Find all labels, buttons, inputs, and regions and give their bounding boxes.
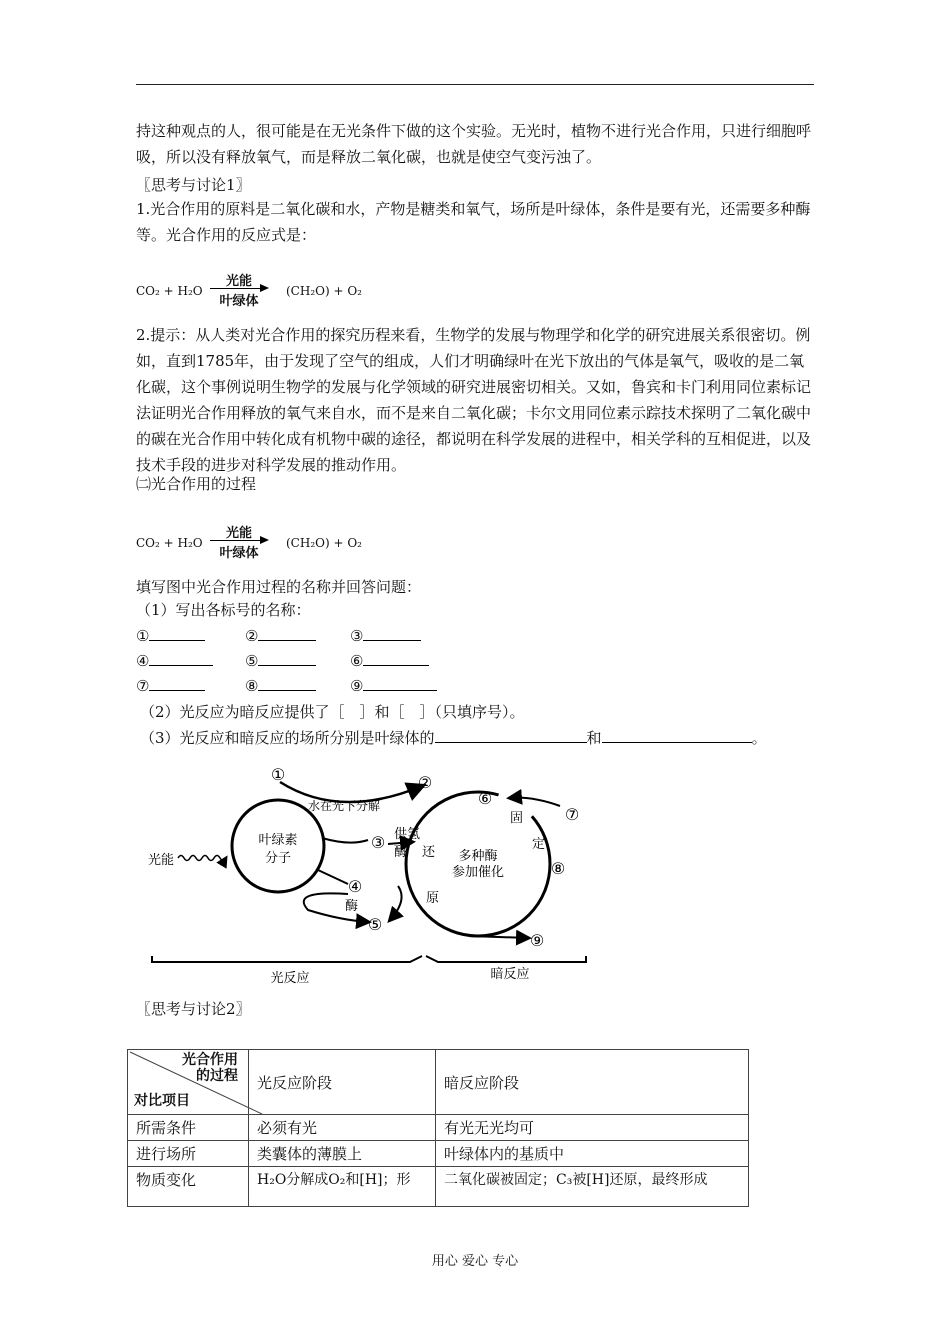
cell-light: 类囊体的薄膜上 bbox=[249, 1141, 436, 1167]
arrow-above-label: 光能 bbox=[225, 526, 252, 541]
equation-1 bbox=[136, 270, 536, 310]
equation-left: CO₂ + H₂O bbox=[136, 284, 203, 298]
equation-right: (CH₂O) + O₂ bbox=[286, 536, 362, 550]
calvin-cycle-circle bbox=[406, 792, 550, 936]
light-wave-arrow bbox=[178, 856, 226, 861]
water-split-label: 水在光下分解 bbox=[308, 799, 381, 813]
discuss-1-heading: 〖思考与讨论1〗 bbox=[136, 176, 251, 194]
cell-dark: 二氧化碳被固定；C₃被[H]还原，最终形成 bbox=[436, 1167, 749, 1207]
enzymes-label-2: 参加催化 bbox=[451, 865, 505, 880]
answer-blank-site-1[interactable] bbox=[435, 728, 587, 743]
supply-hydrogen-label: 供氢 bbox=[394, 827, 421, 842]
marker-3: ③ bbox=[370, 833, 386, 852]
reaction-arrow bbox=[208, 270, 270, 310]
answer-row-3: ⑦ ⑧ ⑨ bbox=[136, 675, 437, 697]
col-header-dark: 暗反应阶段 bbox=[436, 1050, 749, 1115]
table-row bbox=[128, 1167, 749, 1207]
answer-blank-8[interactable] bbox=[258, 676, 316, 691]
equation-2 bbox=[136, 522, 536, 562]
fix-label-2: 定 bbox=[532, 837, 546, 852]
adp-return-arrow bbox=[304, 893, 368, 922]
cell-item: 所需条件 bbox=[128, 1115, 249, 1141]
header-rule bbox=[136, 84, 814, 85]
cell-item: 进行场所 bbox=[128, 1141, 249, 1167]
equation-left: CO₂ + H₂O bbox=[136, 536, 203, 550]
enzyme-b-label: 酶 bbox=[345, 899, 359, 914]
section-2-heading: ㈡光合作用的过程 bbox=[136, 475, 257, 493]
question-intro: 填写图中光合作用过程的名称并回答问题： bbox=[136, 578, 422, 596]
marker-8: ⑧ bbox=[550, 859, 566, 878]
marker-1: ① bbox=[270, 765, 286, 784]
equation-right: (CH₂O) + O₂ bbox=[286, 284, 362, 298]
answer-blank-site-2[interactable] bbox=[602, 728, 752, 743]
cell-dark: 有光无光均可 bbox=[436, 1115, 749, 1141]
enzyme-a-label: 酶 bbox=[394, 845, 408, 860]
table-row bbox=[128, 1141, 749, 1167]
cell-light: 必须有光 bbox=[249, 1115, 436, 1141]
answer-blank-1[interactable] bbox=[149, 626, 205, 641]
page-footer: 用心 爱心 专心 bbox=[431, 1254, 519, 1269]
atp-arrow bbox=[318, 870, 348, 884]
answer-blank-4[interactable] bbox=[149, 651, 213, 666]
answer-blank-2[interactable] bbox=[258, 626, 316, 641]
marker-4: ④ bbox=[347, 877, 363, 896]
paragraph-2: 1.光合作用的原料是二氧化碳和水，产物是糖类和氧气，场所是叶绿体，条件是要有光，还需要多种酶等。光合作用的反应式是： bbox=[136, 200, 811, 244]
chlorophyll-label-2: 分子 bbox=[264, 851, 292, 866]
answer-blank-5[interactable] bbox=[258, 651, 316, 666]
cell-dark: 叶绿体内的基质中 bbox=[436, 1141, 749, 1167]
discuss-2-heading: 〖思考与讨论2〗 bbox=[136, 1000, 251, 1018]
answer-blank-6[interactable] bbox=[363, 651, 429, 666]
light-reaction-bracket bbox=[152, 956, 422, 962]
question-2: （2）光反应为暗反应提供了［ ］和［ ］（只填序号）。 bbox=[140, 703, 525, 721]
paragraph-1: 持这种观点的人，很可能是在无光条件下做的这个实验。无光时，植物不进行光合作用，只进行细胞呼吸，所以没有释放氧气，而是释放二氧化碳，也就是使空气变污浊了。 bbox=[136, 122, 812, 166]
answer-blank-7[interactable] bbox=[149, 676, 205, 691]
comparison-table bbox=[127, 1049, 749, 1207]
answer-blank-9[interactable] bbox=[363, 676, 437, 691]
answer-blank-3[interactable] bbox=[363, 626, 421, 641]
answer-row-2: ④ ⑤ ⑥ bbox=[136, 650, 429, 672]
marker-2: ② bbox=[417, 773, 433, 792]
reaction-arrow bbox=[208, 522, 270, 562]
dark-reaction-bracket bbox=[426, 956, 586, 962]
dark-reaction-label: 暗反应 bbox=[490, 967, 530, 982]
question-1: （1）写出各标号的名称： bbox=[136, 601, 311, 619]
table-row bbox=[128, 1115, 749, 1141]
marker-5: ⑤ bbox=[367, 915, 383, 934]
atp-supply-arrow bbox=[390, 886, 402, 920]
arrow-below-label: 叶绿体 bbox=[219, 546, 259, 561]
marker-6: ⑥ bbox=[477, 789, 493, 808]
reduce-label: 还 bbox=[422, 845, 436, 860]
hydrogen-arrow bbox=[322, 838, 368, 843]
corner-top-label: 光合作用 的过程 bbox=[182, 1052, 238, 1084]
chlorophyll-label-1: 叶绿素 bbox=[258, 833, 298, 848]
photosynthesis-diagram bbox=[140, 760, 600, 992]
question-3: （3）光反应和暗反应的场所分别是叶绿体的 和 。 bbox=[140, 729, 767, 747]
light-reaction-label: 光反应 bbox=[270, 971, 310, 986]
marker-7: ⑦ bbox=[564, 805, 580, 824]
cell-item: 物质变化 bbox=[128, 1167, 249, 1207]
corner-bottom-label: 对比项目 bbox=[134, 1093, 190, 1109]
table-corner-cell bbox=[128, 1050, 249, 1115]
enzymes-label-1: 多种酶 bbox=[458, 849, 498, 864]
fixation-arrow bbox=[510, 798, 560, 806]
product-arrow bbox=[470, 936, 528, 938]
arrow-above-label: 光能 bbox=[225, 274, 252, 289]
fix-label-1: 固 bbox=[510, 811, 524, 826]
cell-light: H₂O分解成O₂和[H]；形 bbox=[249, 1167, 436, 1207]
col-header-light: 光反应阶段 bbox=[249, 1050, 436, 1115]
light-energy-label: 光能 bbox=[148, 853, 175, 868]
table-header-row bbox=[128, 1050, 749, 1115]
answer-row-1: ① ② ③ bbox=[136, 625, 421, 647]
arrow-below-label: 叶绿体 bbox=[219, 294, 259, 309]
marker-9: ⑨ bbox=[529, 931, 545, 950]
original-label: 原 bbox=[426, 891, 440, 906]
paragraph-3: 2.提示：从人类对光合作用的探究历程来看，生物学的发展与物理学和化学的研究进展关系很密切。例如，直到1785年，由于发现了空气的组成，人们才明确绿叶在光下放出的气体是氧气，吸收的是二氧化碳，这个事例说明生物学的发展与化学领域的研究进展密切相关。又如，鲁宾和卡门利用同位素标记法证明光合作用释放的氧气来自水，而不是来自二氧化碳；卡尔文用同位素示踪技术探明了二氧化碳中的碳在光合作用中转化成有机物中碳的途径，都说明在科学发展的进程中，相关学科的互相促进，以及技术手段的进步对科学发展的推动作用。 bbox=[136, 326, 812, 474]
